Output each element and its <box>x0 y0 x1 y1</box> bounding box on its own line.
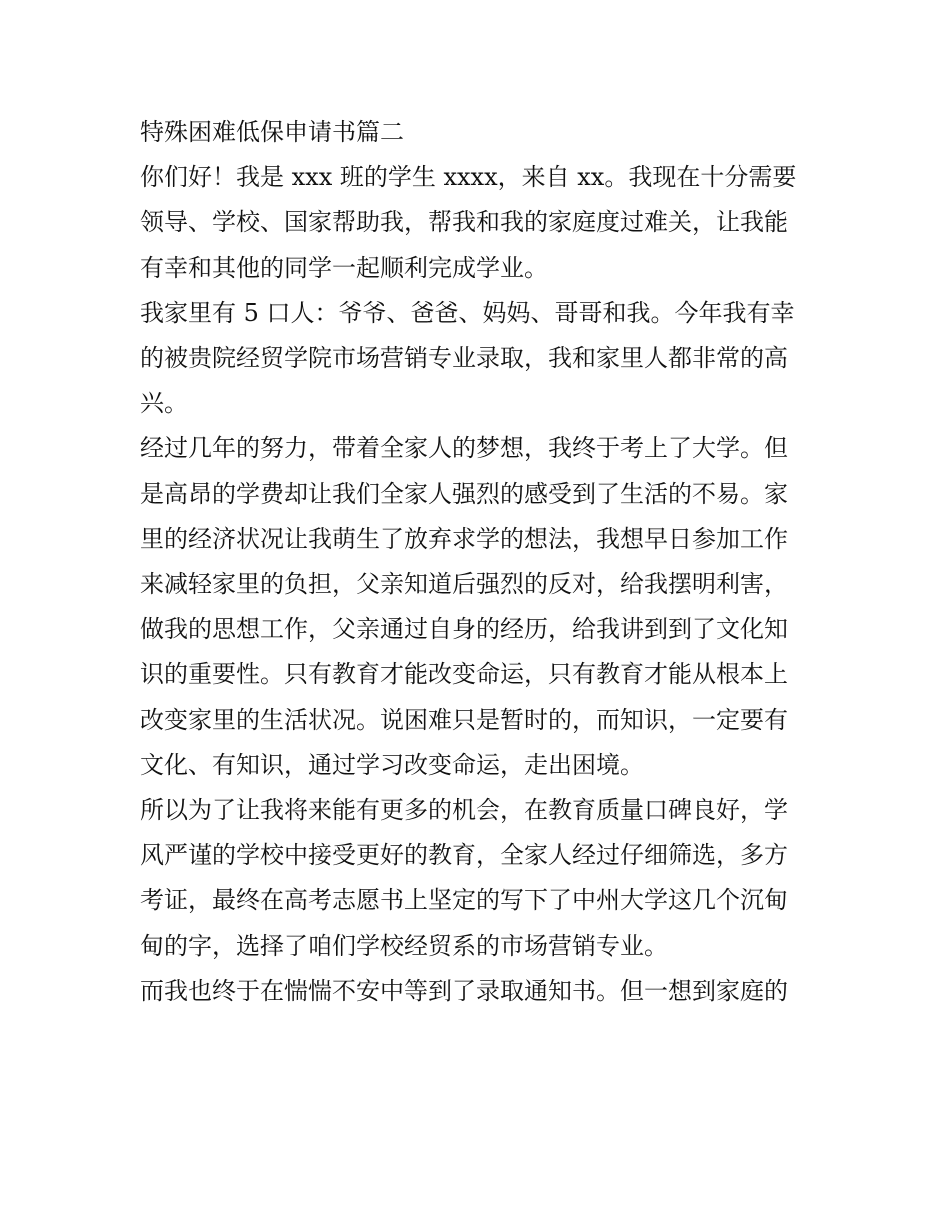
text-line: 甸的字，选择了咱们学校经贸系的市场营销专业。 <box>140 931 668 960</box>
paragraph-admission <box>140 969 820 1014</box>
paragraph-tuition <box>140 426 820 788</box>
text-line: 的被贵院经贸学院市场营销专业录取，我和家里人都非常的高 <box>140 344 788 373</box>
paragraph-school-choice <box>140 788 820 969</box>
text-line: 而我也终于在惴惴不安中等到了录取通知书。但一想到家庭的 <box>140 976 788 1005</box>
paragraph-family <box>140 291 820 427</box>
text-line: 有幸和其他的同学一起顺利完成学业。 <box>140 253 548 282</box>
document-title: 特殊困难低保申请书篇二 <box>140 118 404 146</box>
text-line: 做我的思想工作，父亲通过自身的经历，给我讲到到了文化知 <box>140 615 788 644</box>
text-line: 里的经济状况让我萌生了放弃求学的想法，我想早日参加工作 <box>140 524 788 553</box>
text-line: 文化、有知识，通过学习改变命运，走出困境。 <box>140 750 644 779</box>
paragraph-greeting <box>140 155 820 291</box>
document-body <box>140 110 820 1014</box>
text-line: 领导、学校、国家帮助我，帮我和我的家庭度过难关，让我能 <box>140 208 788 237</box>
text-line: 经过几年的努力，带着全家人的梦想，我终于考上了大学。但 <box>140 434 788 463</box>
text-line: 识的重要性。只有教育才能改变命运，只有教育才能从根本上 <box>140 660 788 689</box>
text-line: 你们好！我是 xxx 班的学生 xxxx，来自 xx。我现在十分需要 <box>140 163 797 192</box>
text-line: 所以为了让我将来能有更多的机会，在教育质量口碑良好，学 <box>140 796 788 825</box>
text-line: 改变家里的生活状况。说困难只是暂时的，而知识，一定要有 <box>140 705 788 734</box>
text-line: 兴。 <box>140 389 188 418</box>
text-line: 考证，最终在高考志愿书上坚定的写下了中州大学这几个沉甸 <box>140 886 788 915</box>
text-line: 我家里有 5 口人：爷爷、爸爸、妈妈、哥哥和我。今年我有幸 <box>140 298 795 327</box>
text-line: 风严谨的学校中接受更好的教育，全家人经过仔细筛选，多方 <box>140 841 788 870</box>
text-line: 来减轻家里的负担，父亲知道后强烈的反对，给我摆明利害， <box>140 570 788 599</box>
text-line: 是高昂的学费却让我们全家人强烈的感受到了生活的不易。家 <box>140 479 788 508</box>
